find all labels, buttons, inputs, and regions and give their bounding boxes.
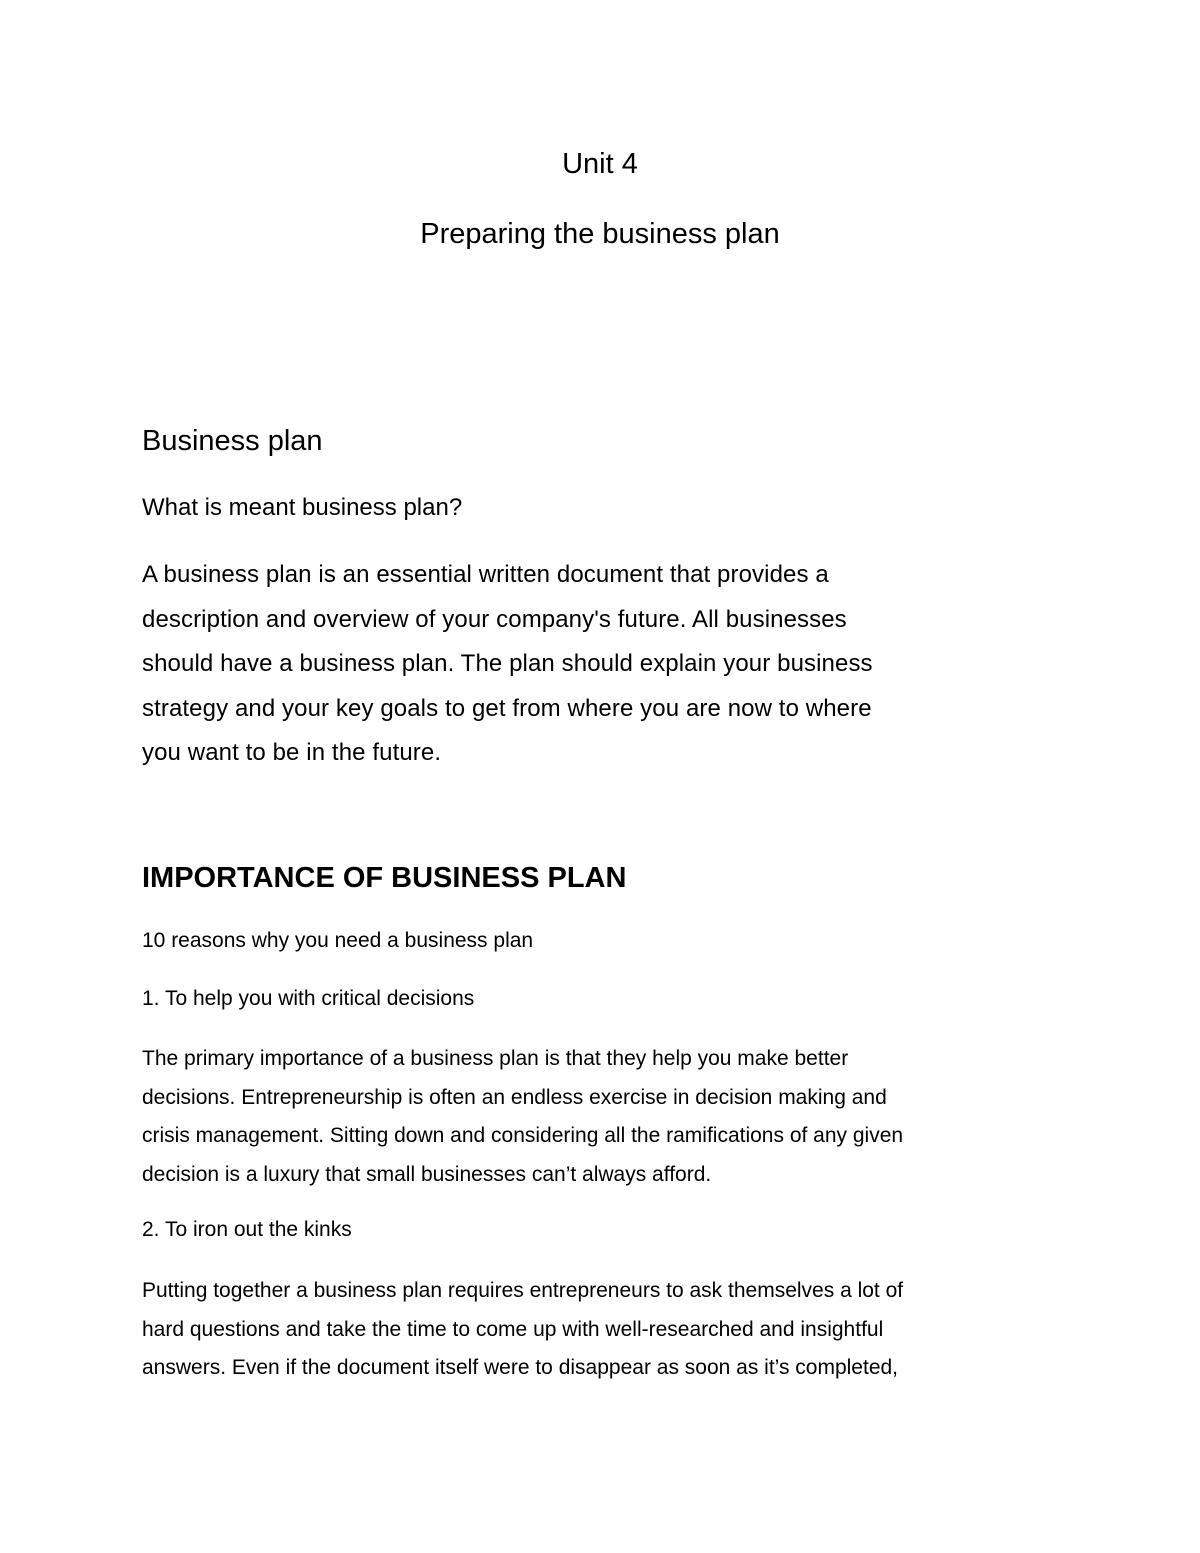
question-text: What is meant business plan? [142,494,463,521]
unit-title: Unit 4 [562,148,638,180]
section-heading: Business plan [142,425,323,457]
paragraph-line: hard questions and take the time to come up with well-researched and insightful [142,1317,884,1341]
paragraph-line: crisis management. Sitting down and considering all the ramifications of any given [142,1124,904,1147]
paragraph-line: should have a business plan. The plan should explain your business [142,650,873,677]
paragraph-line: strategy and your key goals to get from where you are now to where [142,694,872,722]
reason-1-heading: 1. To help you with critical decisions [142,987,475,1010]
paragraph-line: Putting together a business plan requires entrepreneurs to ask themselves a lot of [142,1279,904,1302]
paragraph-line: The primary importance of a business plan is that they help you make better [142,1047,849,1070]
definition-paragraph [142,553,1062,776]
reason-2-heading: 2. To iron out the kinks [142,1218,352,1241]
importance-heading: IMPORTANCE OF BUSINESS PLAN [142,862,627,894]
reason-2-paragraph [142,1272,1062,1388]
paragraph-line: A business plan is an essential written document that provides a [142,561,829,588]
paragraph-line: decisions. Entrepreneurship is often an endless exercise in decision making and [142,1085,887,1109]
paragraph-line: you want to be in the future. [142,739,442,766]
document-title: Preparing the business plan [420,218,780,250]
paragraph-line: answers. Even if the document itself were to disappear as soon as it’s completed, [142,1356,899,1379]
reason-1-paragraph [142,1040,1062,1194]
paragraph-line: decision is a luxury that small businesses can’t always afford. [142,1162,712,1186]
paragraph-line: description and overview of your company's future. All businesses [142,605,847,633]
reasons-intro: 10 reasons why you need a business plan [142,929,534,952]
